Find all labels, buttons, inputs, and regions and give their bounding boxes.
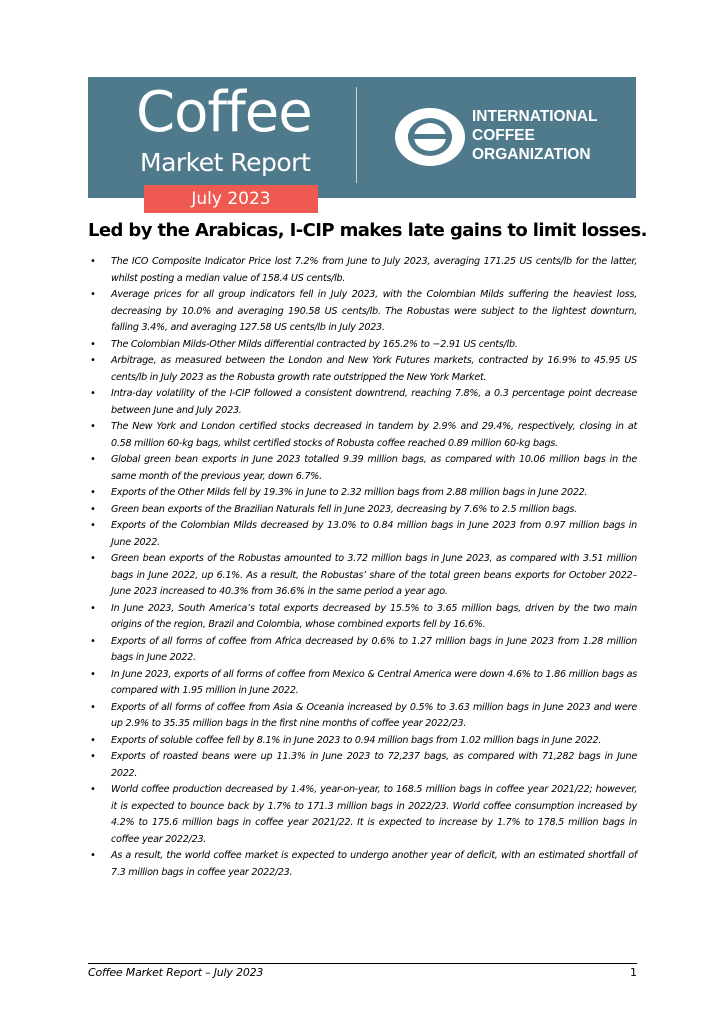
report-date-badge: July 2023 xyxy=(144,185,318,213)
list-item: • Green bean exports of the Brazilian Naturals fell in June 2023, decreasing by 7.6% to 2.5 million bags. xyxy=(88,502,637,519)
list-item: • Arbitrage, as measured between the London and New York Futures markets, contracted by 16.9% to 45.95 US cents/lb in July 2023 as the Robusta growth rate outstripped the New York Market. xyxy=(88,353,637,386)
list-item: • Green bean exports of the Robustas amounted to 3.72 million bags in June 2023, as compared with 3.51 million bags in June 2022, up 6.1%. As a result, the Robustas’ share of the total green beans exports for October 2022–June 2023 increased to 40.3% from 36.6% in the same period a year ago. xyxy=(88,551,637,601)
footer-divider xyxy=(88,963,637,964)
list-item: • Average prices for all group indicators fell in July 2023, with the Colombian Milds suffering the heaviest loss, decreasing by 10.0% and averaging 190.58 US cents/lb. The Robustas were subject to the lightest downturn, falling 3.4%, and averaging 127.58 US cents/lb in July 2023. xyxy=(88,287,637,337)
report-subtitle: Market Report xyxy=(140,148,311,177)
list-item: • World coffee production decreased by 1.4%, year-on-year, to 168.5 million bags in coffee year 2021/22; however, it is expected to bounce back by 1.7% to 171.3 million bags in 2022/23. World coffee consumption increased by 4.2% to 175.6 million bags in coffee year 2021/22. It is expected to increase by 1.7% to 178.5 million bags in coffee year 2022/23. xyxy=(88,782,637,848)
list-item: • Exports of all forms of coffee from Asia & Oceania increased by 0.5% to 3.63 million bags in June 2023 and were up 2.9% to 35.35 million bags in the first nine months of coffee year 2022/23. xyxy=(88,700,637,733)
org-name-line-1: INTERNATIONAL xyxy=(472,108,598,125)
list-item: • In June 2023, exports of all forms of coffee from Mexico & Central America were down 4.6% to 1.86 million bags as compared with 1.95 million in June 2022. xyxy=(88,667,637,700)
list-item: • Intra-day volatility of the I-CIP followed a consistent downtrend, reaching 7.8%, a 0.3 percentage point decrease between June and July 2023. xyxy=(88,386,637,419)
list-item: • The ICO Composite Indicator Price lost 7.2% from June to July 2023, averaging 171.25 US cents/lb for the latter, whilst posting a median value of 158.4 US cents/lb. xyxy=(88,254,637,287)
report-title: Coffee xyxy=(136,80,312,145)
headline: Led by the Arabicas, I-CIP makes late gains to limit losses. xyxy=(88,220,647,241)
org-name-line-2: COFFEE xyxy=(472,127,535,144)
banner-divider xyxy=(356,87,357,183)
list-item: • The New York and London certified stocks decreased in tandem by 2.9% and 29.4%, respectively, closing in at 0.58 million 60-kg bags, whilst certified stocks of Robusta coffee reached 0.89 million 60-kg bags. xyxy=(88,419,637,452)
page-number: 1 xyxy=(630,966,637,979)
list-item: • Exports of soluble coffee fell by 8.1% in June 2023 to 0.94 million bags from 1.02 million bags in June 2022. xyxy=(88,733,637,750)
list-item: • Exports of all forms of coffee from Africa decreased by 0.6% to 1.27 million bags in June 2023 from 1.28 million bags in June 2022. xyxy=(88,634,637,667)
key-points-list xyxy=(88,254,637,881)
list-item: • Exports of the Colombian Milds decreased by 13.0% to 0.84 million bags in June 2023 from 0.97 million bags in June 2022. xyxy=(88,518,637,551)
list-item: • Global green bean exports in June 2023 totalled 9.39 million bags, as compared with 10.06 million bags in the same month of the previous year, down 6.7%. xyxy=(88,452,637,485)
organization-name xyxy=(472,107,622,164)
org-name-line-3: ORGANIZATION xyxy=(472,146,591,163)
list-item: • As a result, the world coffee market is expected to undergo another year of deficit, with an estimated shortfall of 7.3 million bags in coffee year 2022/23. xyxy=(88,848,637,881)
list-item: • In June 2023, South America’s total exports decreased by 15.5% to 3.65 million bags, driven by the two main origins of the region, Brazil and Colombia, whose combined exports fell by 16.6%. xyxy=(88,601,637,634)
footer-title: Coffee Market Report – July 2023 xyxy=(88,966,264,979)
list-item: • Exports of the Other Milds fell by 19.3% in June to 2.32 million bags from 2.88 million bags in June 2022. xyxy=(88,485,637,502)
coffee-bean-logo-icon xyxy=(394,107,466,167)
list-item: • Exports of roasted beans were up 11.3% in June 2023 to 72,237 bags, as compared with 71,282 bags in June 2022. xyxy=(88,749,637,782)
report-banner xyxy=(88,77,636,198)
list-item: • The Colombian Milds-Other Milds differential contracted by 165.2% to −2.91 US cents/lb. xyxy=(88,337,637,354)
